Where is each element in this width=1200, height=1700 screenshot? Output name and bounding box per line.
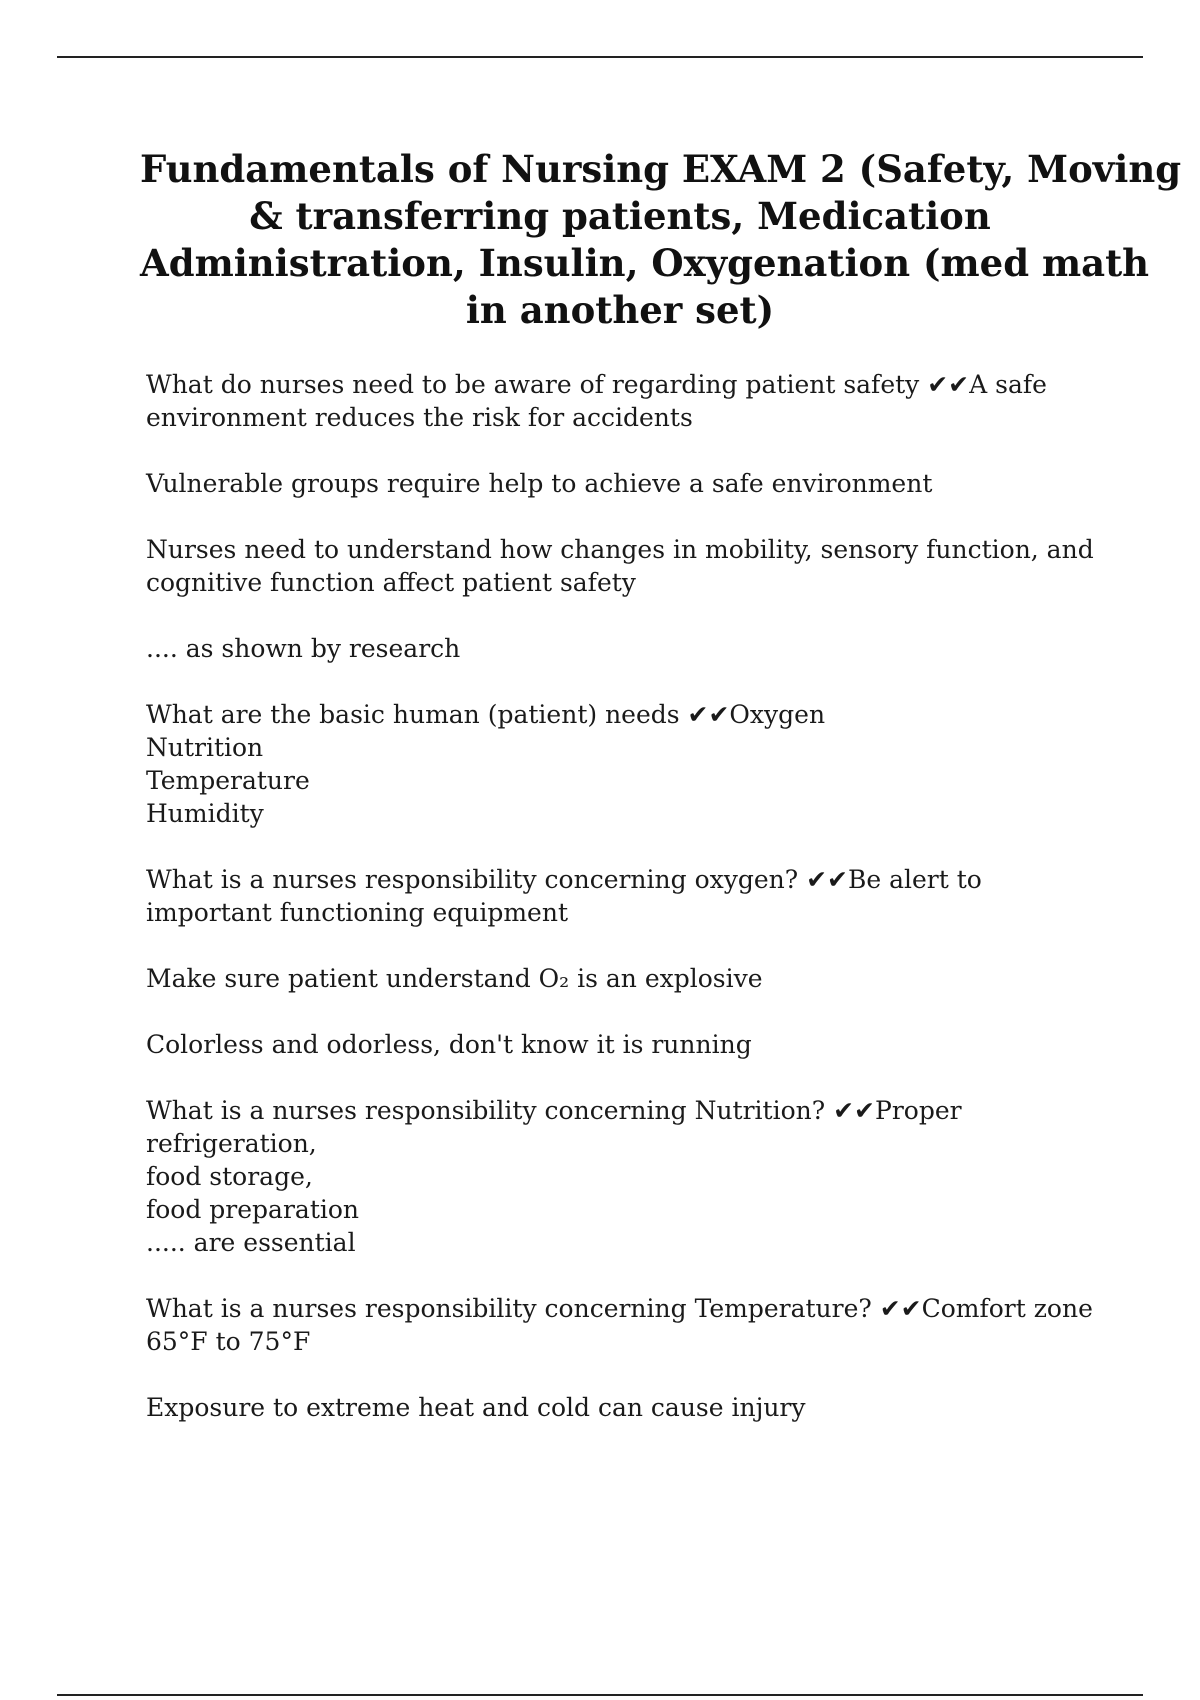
qa-paragraph [146,863,1096,929]
document-title [140,146,1182,334]
qa-paragraph [146,698,1096,830]
text-line: environment reduces the risk for accidents [146,403,693,432]
title-line: Fundamentals of Nursing EXAM 2 (Safety, Moving [140,147,1182,191]
qa-paragraph [146,1094,1096,1259]
qa-paragraph [146,1391,1096,1424]
text-line: What do nurses need to be aware of regarding patient safety ✔✔A safe [146,370,1047,399]
top-divider [57,56,1143,58]
text-line: food storage, [146,1162,313,1191]
text-line: Exposure to extreme heat and cold can cause injury [146,1393,806,1422]
title-line: & transferring patients, Medication [249,194,991,238]
title-line: Administration, Insulin, Oxygenation (med math [140,241,1150,285]
text-line: What is a nurses responsibility concerning Temperature? ✔✔Comfort zone [146,1294,1093,1323]
qa-paragraph [146,1292,1096,1358]
text-line: Colorless and odorless, don't know it is running [146,1030,752,1059]
qa-paragraph [146,632,1096,665]
bottom-divider [57,1694,1143,1696]
text-line: Temperature [146,766,310,795]
text-line: What is a nurses responsibility concerning Nutrition? ✔✔Proper [146,1096,962,1125]
text-line: .... as shown by research [146,634,461,663]
text-line: important functioning equipment [146,898,568,927]
text-line: cognitive function affect patient safety [146,568,636,597]
qa-paragraph [146,533,1096,599]
text-line: 65°F to 75°F [146,1327,311,1356]
text-line: What is a nurses responsibility concerning oxygen? ✔✔Be alert to [146,865,982,894]
text-line: Nutrition [146,733,264,762]
qa-paragraph [146,1028,1096,1061]
qa-paragraph [146,962,1096,995]
text-line: refrigeration, [146,1129,317,1158]
text-line: What are the basic human (patient) needs ✔✔Oxygen [146,700,826,729]
text-line: Make sure patient understand O₂ is an explosive [146,964,763,993]
text-line: ..... are essential [146,1228,356,1257]
text-line: Nurses need to understand how changes in mobility, sensory function, and [146,535,1094,564]
qa-paragraph [146,467,1096,500]
qa-paragraph [146,368,1096,434]
text-line: food preparation [146,1195,360,1224]
title-line: in another set) [465,288,775,332]
document-body [146,368,1096,1457]
text-line: Vulnerable groups require help to achieve a safe environment [146,469,933,498]
text-line: Humidity [146,799,264,828]
